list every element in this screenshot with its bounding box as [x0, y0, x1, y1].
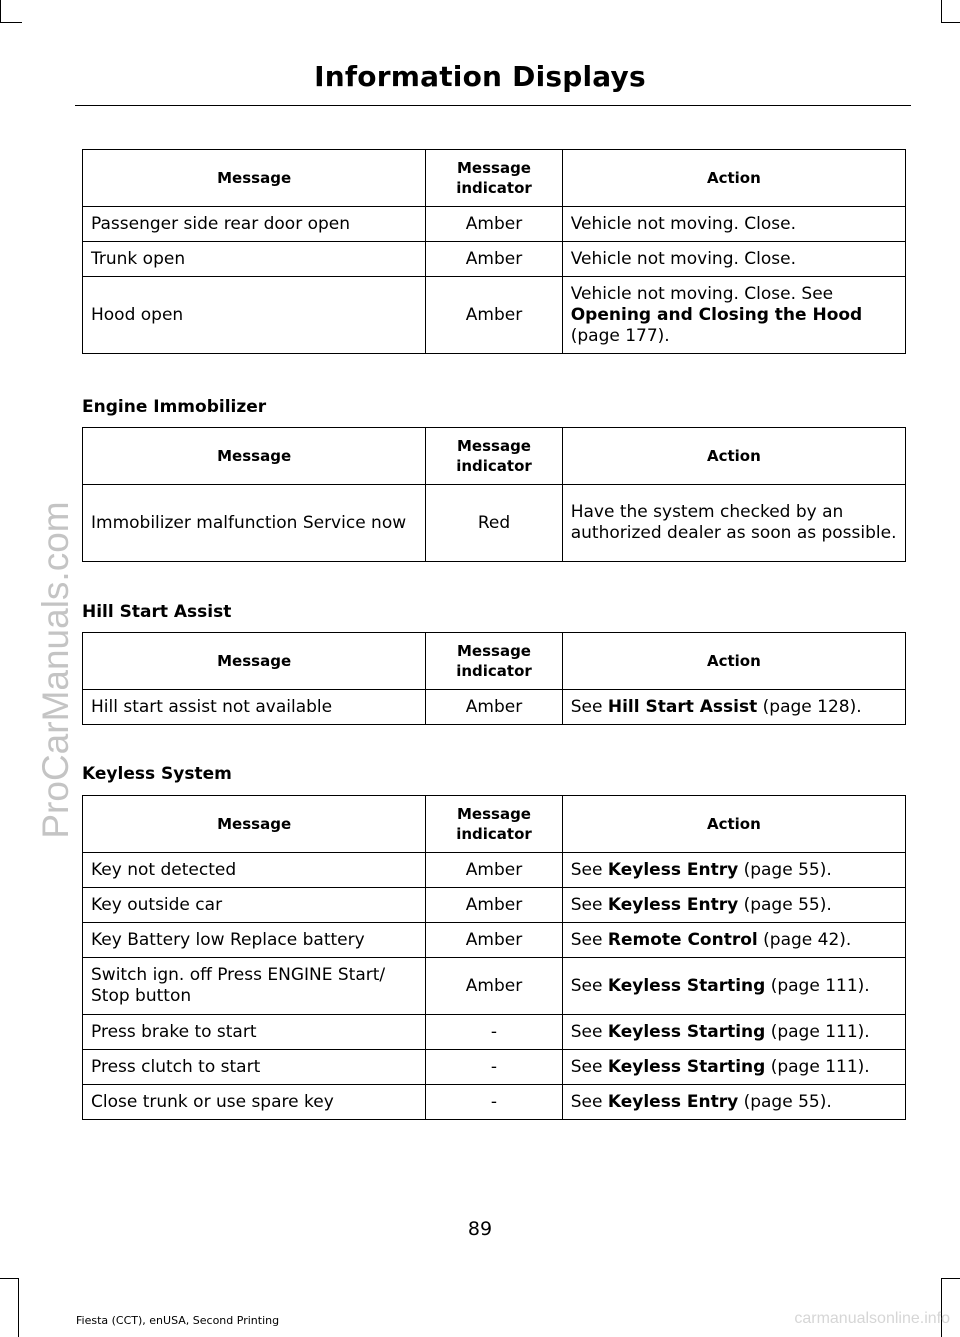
- action-cell: Vehicle not moving. Close.: [562, 242, 905, 277]
- page-title: Information Displays: [314, 60, 646, 93]
- table-row: [83, 207, 906, 242]
- indicator-cell: Amber: [426, 853, 562, 888]
- crop-mark: [0, 22, 22, 23]
- table-header-row: [83, 796, 906, 853]
- manual-section-reference: Keyless Starting: [607, 1056, 766, 1077]
- column-header-action: Action: [562, 150, 905, 207]
- action-cell: [562, 690, 905, 725]
- column-header-message: Message: [83, 150, 426, 207]
- indicator-cell: Amber: [426, 888, 562, 923]
- indicator-cell: Amber: [426, 207, 562, 242]
- page-reference: (page 111).: [770, 1021, 870, 1042]
- message-cell: Trunk open: [83, 242, 426, 277]
- column-header-action: Action: [562, 796, 905, 853]
- action-cell: [562, 888, 905, 923]
- hill-start-message-table: [82, 632, 906, 725]
- action-text: See: [570, 696, 603, 717]
- section-heading-hill-start-assist: Hill Start Assist: [82, 602, 232, 622]
- crop-mark: [18, 1278, 19, 1337]
- indicator-cell: Amber: [426, 923, 562, 958]
- page-reference: (page 128).: [762, 696, 862, 717]
- column-header-indicator: Message indicator: [426, 150, 562, 207]
- column-header-indicator: Message indicator: [426, 796, 562, 853]
- page-reference: (page 55).: [743, 894, 832, 915]
- message-cell: Key outside car: [83, 888, 426, 923]
- indicator-cell: -: [426, 1050, 562, 1085]
- column-header-message: Message: [83, 428, 426, 485]
- action-text: See: [570, 975, 603, 996]
- manual-section-reference: Hill Start Assist: [607, 696, 758, 717]
- column-header-indicator: Message indicator: [426, 633, 562, 690]
- message-cell: Switch ign. off Press ENGINE Start/ Stop button: [83, 958, 426, 1015]
- table-header-row: [83, 633, 906, 690]
- indicator-cell: Red: [426, 485, 562, 562]
- action-cell: [562, 1085, 905, 1120]
- table-row: [83, 958, 906, 1015]
- message-cell: Key not detected: [83, 853, 426, 888]
- footer-edition-text: Fiesta (CCT), enUSA, Second Printing: [76, 1314, 280, 1327]
- action-text: Vehicle not moving. Close. See: [570, 283, 834, 304]
- message-cell: Key Battery low Replace battery: [83, 923, 426, 958]
- table-row: [83, 277, 906, 354]
- table-header-row: [83, 428, 906, 485]
- table-row: [83, 1015, 906, 1050]
- page-reference: (page 177).: [570, 325, 670, 346]
- action-text: See: [570, 894, 603, 915]
- action-cell: Have the system checked by an authorized dealer as soon as possible.: [562, 485, 905, 562]
- action-cell: [562, 277, 905, 354]
- column-header-action: Action: [562, 428, 905, 485]
- action-cell: [562, 923, 905, 958]
- crop-mark: [941, 1278, 942, 1337]
- side-watermark: ProCarManuals.com: [35, 501, 76, 839]
- crop-mark: [0, 1278, 18, 1279]
- message-cell: Passenger side rear door open: [83, 207, 426, 242]
- indicator-cell: -: [426, 1015, 562, 1050]
- column-header-indicator: Message indicator: [426, 428, 562, 485]
- message-cell: Press clutch to start: [83, 1050, 426, 1085]
- action-text: See: [570, 859, 603, 880]
- message-cell: Hill start assist not available: [83, 690, 426, 725]
- page-reference: (page 111).: [770, 1056, 870, 1077]
- doors-message-table: [82, 149, 906, 354]
- table-row: [83, 923, 906, 958]
- manual-section-reference: Keyless Entry: [607, 894, 739, 915]
- manual-section-reference: Opening and Closing the Hood: [570, 304, 863, 325]
- page-reference: (page 55).: [743, 859, 832, 880]
- table-row: [83, 690, 906, 725]
- title-divider: [75, 105, 911, 106]
- crop-mark: [941, 1278, 960, 1279]
- section-heading-engine-immobilizer: Engine Immobilizer: [82, 397, 267, 417]
- message-cell: Close trunk or use spare key: [83, 1085, 426, 1120]
- footer-watermark: carmanualsonline.info: [794, 1310, 950, 1327]
- table-row: [83, 853, 906, 888]
- page-reference: (page 42).: [763, 929, 852, 950]
- action-cell: Vehicle not moving. Close.: [562, 207, 905, 242]
- table-row: [83, 1085, 906, 1120]
- table-row: [83, 888, 906, 923]
- column-header-action: Action: [562, 633, 905, 690]
- indicator-cell: -: [426, 1085, 562, 1120]
- crop-mark: [941, 0, 942, 22]
- action-text: See: [570, 1091, 603, 1112]
- indicator-cell: Amber: [426, 690, 562, 725]
- immobilizer-message-table: [82, 427, 906, 562]
- page-reference: (page 55).: [743, 1091, 832, 1112]
- column-header-message: Message: [83, 796, 426, 853]
- action-cell: [562, 1015, 905, 1050]
- action-cell: [562, 958, 905, 1015]
- indicator-cell: Amber: [426, 277, 562, 354]
- keyless-message-table: [82, 795, 906, 1120]
- action-text: See: [570, 929, 603, 950]
- table-row: [83, 1050, 906, 1085]
- action-cell: [562, 853, 905, 888]
- indicator-cell: Amber: [426, 958, 562, 1015]
- message-cell: Press brake to start: [83, 1015, 426, 1050]
- section-heading-keyless-system: Keyless System: [82, 764, 232, 784]
- manual-section-reference: Keyless Entry: [607, 1091, 739, 1112]
- action-text: See: [570, 1056, 603, 1077]
- message-cell: Immobilizer malfunction Service now: [83, 485, 426, 562]
- message-cell: Hood open: [83, 277, 426, 354]
- manual-section-reference: Keyless Entry: [607, 859, 739, 880]
- page-number: 89: [467, 1218, 493, 1240]
- table-header-row: [83, 150, 906, 207]
- page-reference: (page 111).: [770, 975, 870, 996]
- indicator-cell: Amber: [426, 242, 562, 277]
- table-row: [83, 485, 906, 562]
- action-text: See: [570, 1021, 603, 1042]
- manual-section-reference: Keyless Starting: [607, 1021, 766, 1042]
- manual-section-reference: Remote Control: [607, 929, 758, 950]
- table-row: [83, 242, 906, 277]
- action-cell: [562, 1050, 905, 1085]
- crop-mark: [941, 22, 960, 23]
- manual-section-reference: Keyless Starting: [607, 975, 766, 996]
- column-header-message: Message: [83, 633, 426, 690]
- crop-mark: [0, 0, 1, 22]
